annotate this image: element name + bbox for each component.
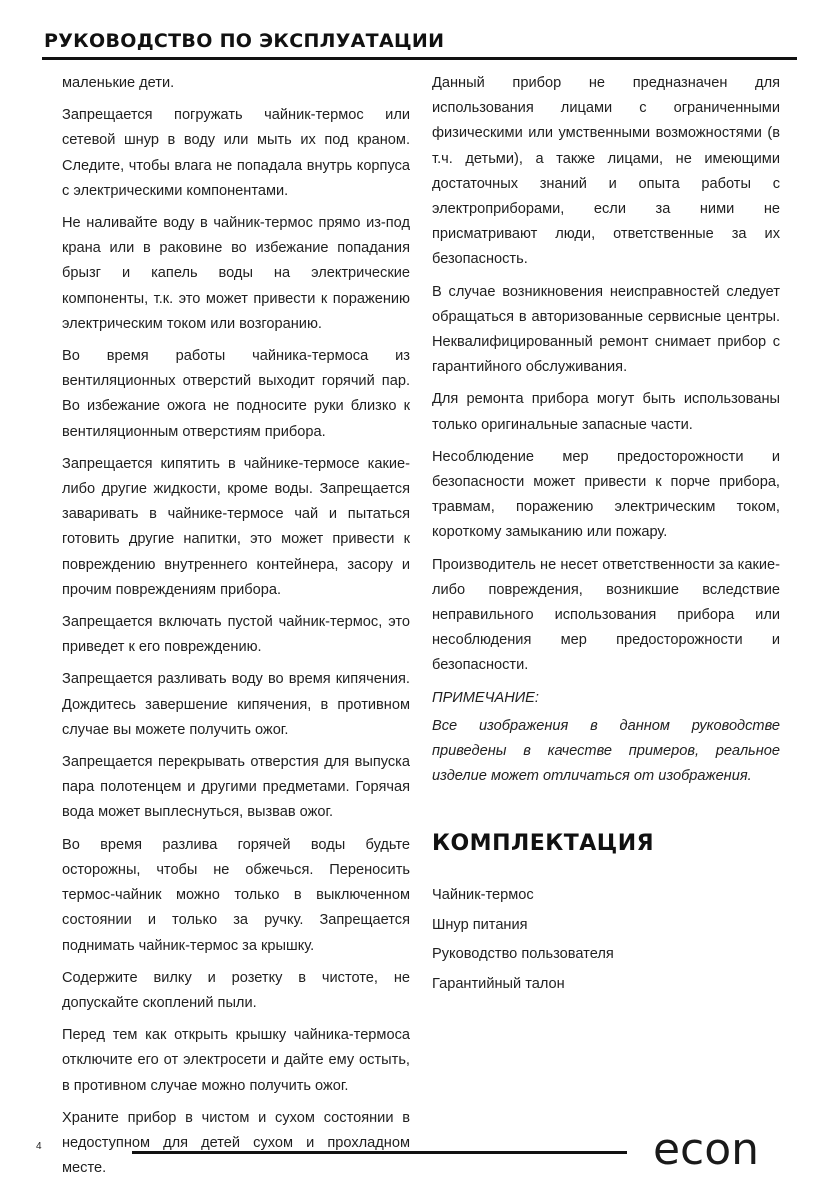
page-header-title: РУКОВОДСТВО ПО ЭКСПЛУАТАЦИИ (44, 30, 445, 52)
note-heading: ПРИМЕЧАНИЕ: (432, 689, 539, 706)
paragraph: Запрещается погружать чайник-термос или сетевой шнур в воду или мыть их под краном. Следите, чтобы влага не попадала внутрь корпуса с электрическими компонентами. (62, 107, 410, 199)
footer-divider (132, 1151, 627, 1154)
right-column (432, 71, 780, 999)
paragraph: Для ремонта прибора могут быть использованы только оригинальные запасные части. (432, 391, 780, 433)
header-divider (42, 57, 797, 60)
kit-item: Шнур питания (432, 916, 528, 933)
paragraph: Перед тем как открыть крышку чайника-термоса отключите его от электросети и дайте ему остыть, в противном случае можно получить ожог. (62, 1027, 410, 1094)
paragraph: Не наливайте воду в чайник-термос прямо из-под крана или в раковине во избежание попадания брызг и капель воды на электрические компоненты, т.к. это может привести к поражению электрическим током или возгоранию. (62, 215, 410, 332)
kit-list (432, 881, 780, 999)
paragraph: Запрещается кипятить в чайнике-термосе какие-либо другие жидкости, кроме воды. Запрещается заваривать в чайнике-термосе чай и пытаться готовить другие напитки, это может привести к повреждению внутреннего контейнера, засору и прочим повреждениям прибора. (62, 455, 410, 598)
paragraph: В случае возникновения неисправностей следует обращаться в авторизованные сервисные центры. Неквалифицированный ремонт снимает прибор с гарантийного обслуживания. (432, 283, 780, 376)
paragraph: Производитель не несет ответственности за какие-либо повреждения, возникшие вследствие неправильного использования прибора или несоблюдения мер предосторожности и безопасности. (432, 556, 780, 674)
kit-section-title: КОМПЛЕКТАЦИЯ (432, 831, 655, 857)
paragraph: Запрещается перекрывать отверстия для выпуска пара полотенцем и другими предметами. Горячая вода может выплеснуться, вызвав ожог. (62, 754, 410, 821)
paragraph: Несоблюдение мер предосторожности и безопасности может привести к порче прибора, травмам, поражению электрическим током, короткому замыканию или пожару. (432, 448, 780, 541)
paragraph: Во время работы чайника-термоса из вентиляционных отверстий выходит горячий пар. Во избежание ожога не подносите руки близко к вентиляционным отверстиям прибора. (62, 348, 410, 440)
econ-logo (642, 1126, 770, 1172)
paragraph: Храните прибор в чистом и сухом состоянии в недоступном для детей сухом и прохладном месте. (62, 1109, 410, 1177)
kit-item: Руководство пользователя (432, 946, 614, 963)
note-text: Все изображения в данном руководстве приведены в качестве примеров, реальное изделие может отличаться от изображения. (432, 717, 780, 785)
paragraph: Запрещается включать пустой чайник-термос, это приведет к его повреждению. (62, 614, 410, 656)
left-column (62, 71, 410, 1188)
paragraph: Содержите вилку и розетку в чистоте, не допускайте скоплений пыли. (62, 969, 410, 1011)
kit-item: Чайник-термос (432, 887, 534, 904)
paragraph: маленькие дети. (62, 75, 175, 91)
paragraph: Во время разлива горячей воды будьте осторожны, чтобы не обжечься. Переносить термос-чайник можно только в выключенном состоянии и только за ручку. Запрещается поднимать чайник-термос за крышку. (62, 836, 410, 954)
paragraph: Запрещается разливать воду во время кипячения. Дождитесь завершение кипячения, в противном случае вы можете получить ожог. (62, 671, 410, 738)
page-number: 4 (36, 1141, 42, 1152)
logo-text: econ (652, 1126, 760, 1172)
kit-item: Гарантийный талон (432, 975, 565, 992)
paragraph: Данный прибор не предназначен для использования лицами с ограниченными физическими или умственными возможностями (в т.ч. детьми), а также лицами, не имеющими достаточных знаний и опыта работы с электроприборами, если за ними не присматривают люди, ответственные за их безопасность. (432, 75, 780, 268)
